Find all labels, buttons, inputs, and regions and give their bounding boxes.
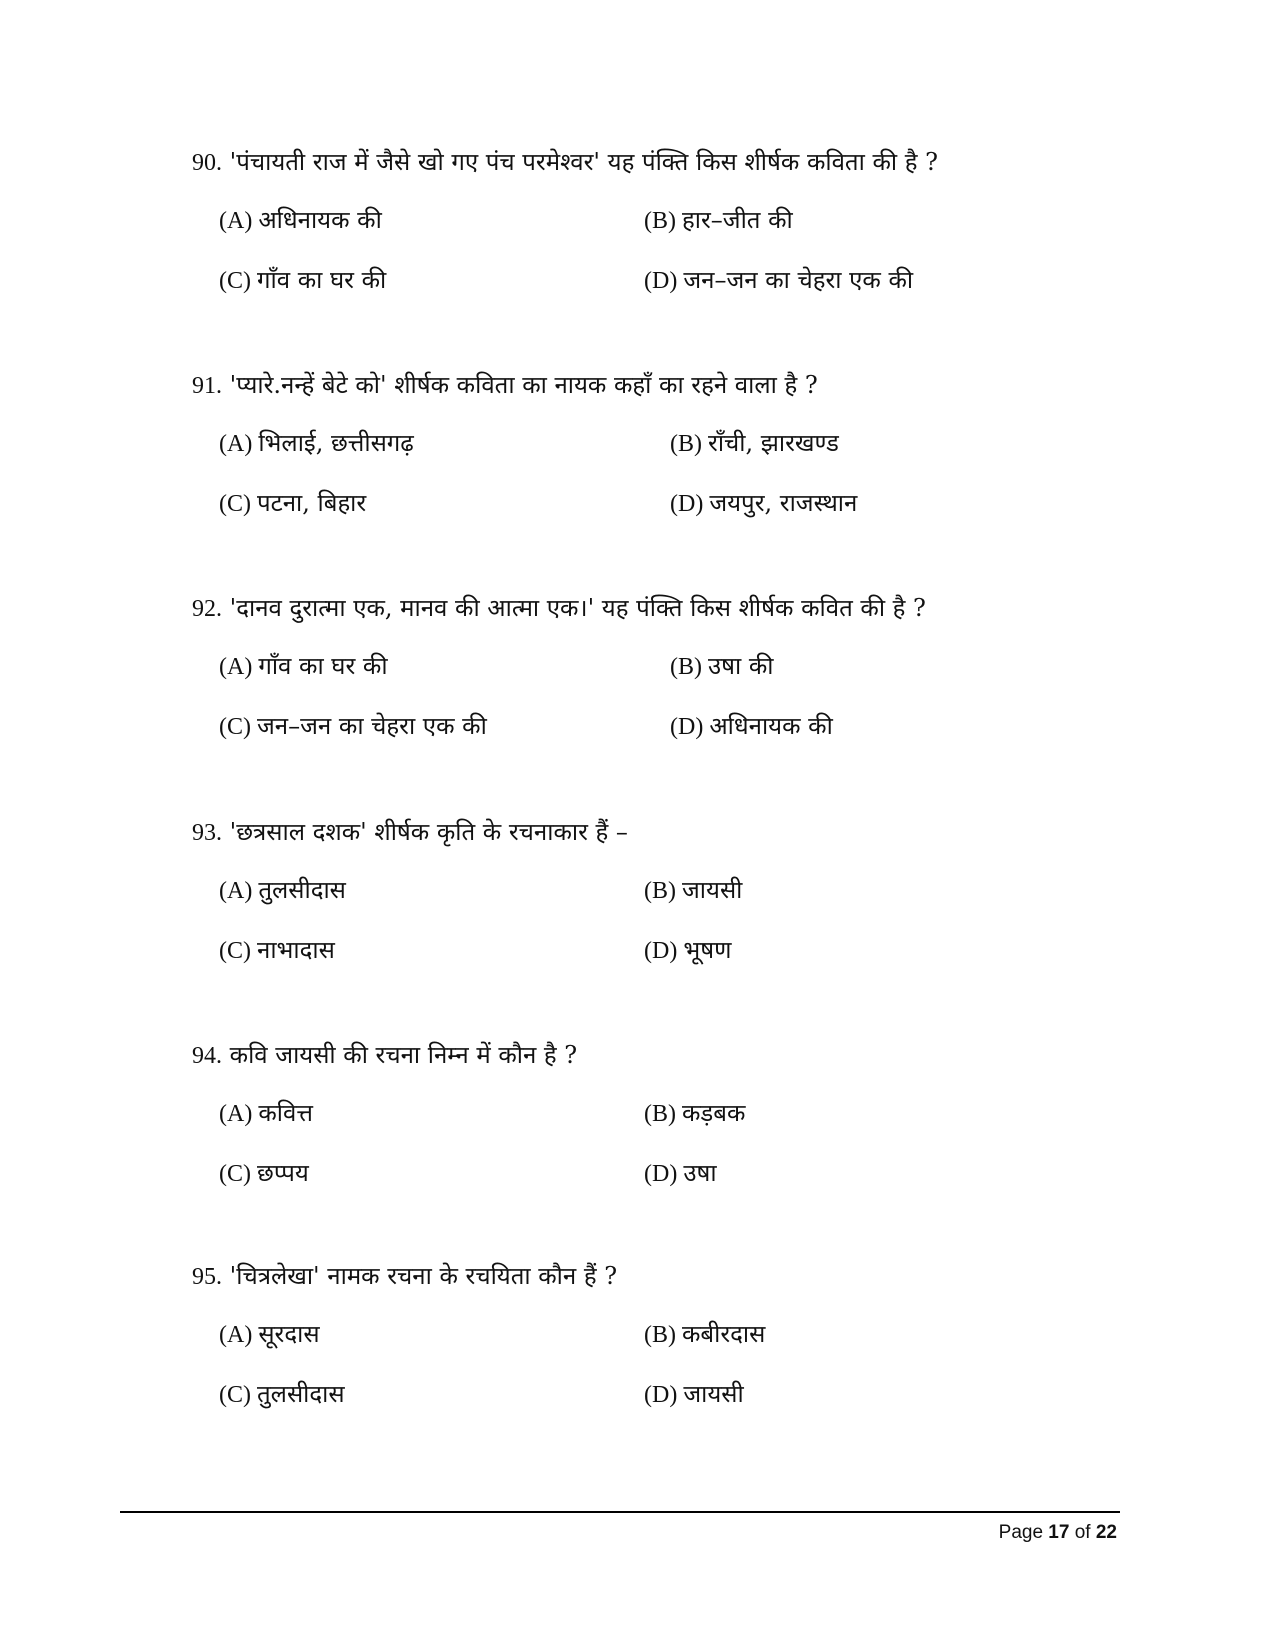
option-d — [670, 709, 833, 744]
question-text: कवि जायसी की रचना निम्न में कौन है ? — [229, 1041, 578, 1069]
option-label: (B) — [670, 654, 702, 680]
question-text: 'छत्रसाल दशक' शीर्षक कृति के रचनाकार हैं – — [229, 818, 628, 846]
option-label: (D) — [670, 491, 704, 517]
option-text: तुलसीदास — [258, 876, 346, 904]
option-b — [670, 426, 839, 461]
option-label: (C) — [219, 1161, 251, 1187]
option-a — [219, 873, 346, 908]
option-text: उषा — [683, 1159, 717, 1187]
option-text: जायसी — [683, 1380, 744, 1408]
option-label: (B) — [644, 208, 676, 234]
question-line — [192, 1259, 617, 1294]
question-number: 90. — [192, 150, 222, 176]
option-b — [644, 1096, 745, 1131]
question-text: 'पंचायती राज में जैसे खो गए पंच परमेश्वर' यह पंक्ति किस शीर्षक कविता की है ? — [229, 148, 938, 176]
question-92 — [192, 591, 1092, 791]
option-label: (C) — [219, 938, 251, 964]
option-text: नाभादास — [257, 936, 335, 964]
option-text: छप्पय — [257, 1159, 309, 1187]
option-text: अधिनायक की — [258, 206, 382, 234]
option-label: (B) — [644, 878, 676, 904]
option-text: सूरदास — [258, 1320, 320, 1348]
option-b — [644, 1317, 765, 1352]
option-d — [644, 1377, 744, 1412]
option-c — [219, 709, 487, 744]
option-label: (D) — [644, 1382, 678, 1408]
option-text: पटना, बिहार — [257, 489, 367, 517]
question-line — [192, 145, 938, 180]
option-label: (A) — [219, 1322, 253, 1348]
option-d — [644, 263, 913, 298]
option-text: उषा की — [708, 652, 774, 680]
option-label: (A) — [219, 431, 253, 457]
option-label: (D) — [644, 1161, 678, 1187]
question-number: 91. — [192, 373, 222, 399]
question-text: 'प्यारे.नन्हें बेटे को' शीर्षक कविता का नायक कहाँ का रहने वाला है ? — [229, 371, 818, 399]
option-a — [219, 1096, 313, 1131]
option-label: (A) — [219, 878, 253, 904]
option-b — [644, 873, 742, 908]
of-word: of — [1074, 1522, 1091, 1543]
option-text: जायसी — [682, 876, 743, 904]
option-label: (A) — [219, 1101, 253, 1127]
question-number: 93. — [192, 820, 222, 846]
option-label: (C) — [219, 491, 251, 517]
option-text: जन–जन का चेहरा एक की — [683, 266, 914, 294]
option-label: (C) — [219, 714, 251, 740]
option-b — [644, 203, 793, 238]
question-90 — [192, 145, 1092, 345]
option-text: राँची, झारखण्ड — [708, 429, 839, 457]
option-b — [670, 649, 774, 684]
question-line — [192, 368, 818, 403]
option-label: (B) — [670, 431, 702, 457]
question-93 — [192, 815, 1092, 1015]
option-c — [219, 263, 386, 298]
question-line — [192, 815, 628, 850]
question-line — [192, 1038, 577, 1073]
option-label: (A) — [219, 208, 253, 234]
footer-divider — [120, 1511, 1120, 1513]
question-text: 'चित्रलेखा' नामक रचना के रचयिता कौन हैं ? — [229, 1262, 618, 1290]
option-text: तुलसीदास — [257, 1380, 345, 1408]
option-a — [219, 426, 414, 461]
option-label: (B) — [644, 1101, 676, 1127]
option-d — [670, 486, 857, 521]
page-number — [999, 1520, 1117, 1546]
option-a — [219, 1317, 320, 1352]
option-label: (C) — [219, 268, 251, 294]
question-number: 94. — [192, 1043, 222, 1069]
option-c — [219, 1377, 345, 1412]
question-91 — [192, 368, 1092, 568]
option-a — [219, 649, 388, 684]
question-line — [192, 591, 926, 626]
option-label: (A) — [219, 654, 253, 680]
page-word: Page — [998, 1522, 1044, 1543]
option-text: अधिनायक की — [709, 712, 833, 740]
option-text: भिलाई, छत्तीसगढ़ — [258, 429, 414, 457]
option-d — [644, 1156, 717, 1191]
option-label: (D) — [670, 714, 704, 740]
option-a — [219, 203, 382, 238]
option-label: (B) — [644, 1322, 676, 1348]
option-d — [644, 933, 731, 968]
question-number: 95. — [192, 1264, 222, 1290]
option-c — [219, 933, 335, 968]
option-text: कवित्त — [258, 1099, 313, 1127]
option-text: कड़बक — [682, 1099, 746, 1127]
option-label: (D) — [644, 268, 678, 294]
option-label: (C) — [219, 1382, 251, 1408]
option-text: गाँव का घर की — [257, 266, 387, 294]
total-pages: 22 — [1095, 1522, 1117, 1543]
question-number: 92. — [192, 596, 222, 622]
current-page: 17 — [1048, 1522, 1070, 1543]
option-text: जन–जन का चेहरा एक की — [257, 712, 487, 740]
option-text: कबीरदास — [682, 1320, 766, 1348]
option-c — [219, 1156, 309, 1191]
option-label: (D) — [644, 938, 678, 964]
question-text: 'दानव दुरात्मा एक, मानव की आत्मा एक।' यह पंक्ति किस शीर्षक कवित की है ? — [229, 594, 926, 622]
option-text: भूषण — [683, 936, 732, 964]
option-text: गाँव का घर की — [258, 652, 388, 680]
option-text: हार–जीत की — [682, 206, 793, 234]
option-c — [219, 486, 366, 521]
question-94 — [192, 1038, 1092, 1238]
question-95 — [192, 1259, 1092, 1459]
option-text: जयपुर, राजस्थान — [709, 489, 858, 517]
